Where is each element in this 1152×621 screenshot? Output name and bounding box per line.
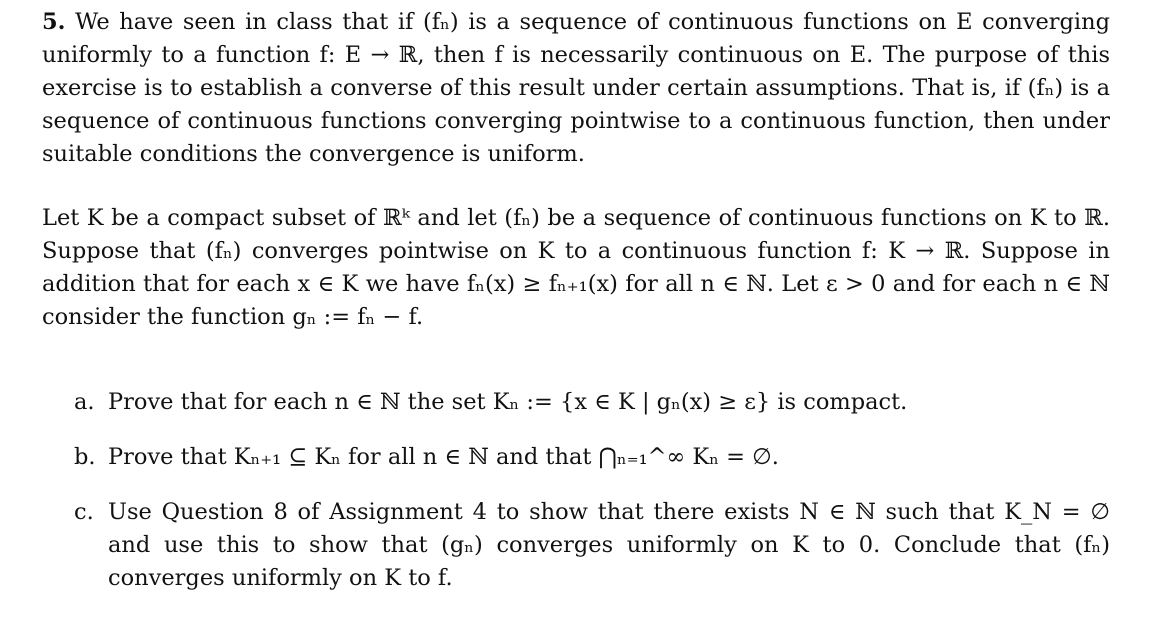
part-a-text: Prove that for each n ∈ ℕ the set Kₙ := {x ∈ K | gₙ(x) ≥ ε} is compact. [108,389,908,415]
parts-list [74,386,1110,595]
part-c [74,496,1110,595]
question-intro-paragraph [42,6,1110,171]
part-b-text: Prove that Kₙ₊₁ ⊆ Kₙ for all n ∈ ℕ and that ⋂ₙ₌₁^∞ Kₙ = ∅. [108,444,779,470]
part-c-text: Use Question 8 of Assignment 4 to show that there exists N ∈ ℕ such that K_N = ∅ and use this to show that (gₙ) converges uniformly on K to 0. Conclude that (fₙ) converges uniformly on K to f. [108,499,1110,591]
question-number: 5. [42,9,66,35]
exercise-document [42,6,1110,595]
part-a [74,386,1110,419]
question-intro-text: We have seen in class that if (fₙ) is a sequence of continuous functions on E converging uniformly to a function f: E → ℝ, then f is necessarily continuous on E. The purpose of this exercise is to establish a converse of this result under certain assumptions. That is, if (fₙ) is a sequence of continuous functions converging pointwise to a continuous function, then under suitable conditions the convergence is uniform. [42,9,1111,167]
part-c-label: c. [74,499,94,525]
part-b [74,441,1110,474]
question-setup-paragraph: Let K be a compact subset of ℝᵏ and let (fₙ) be a sequence of continuous functions on K to ℝ. Suppose that (fₙ) converges pointwise on K to a continuous function f: K → ℝ. Suppose in addition that for each x ∈ K we have fₙ(x) ≥ fₙ₊₁(x) for all n ∈ ℕ. Let ε > 0 and for each n ∈ ℕ consider the function gₙ := fₙ − f. [42,205,1110,330]
part-b-label: b. [74,444,96,470]
part-a-label: a. [74,389,95,415]
